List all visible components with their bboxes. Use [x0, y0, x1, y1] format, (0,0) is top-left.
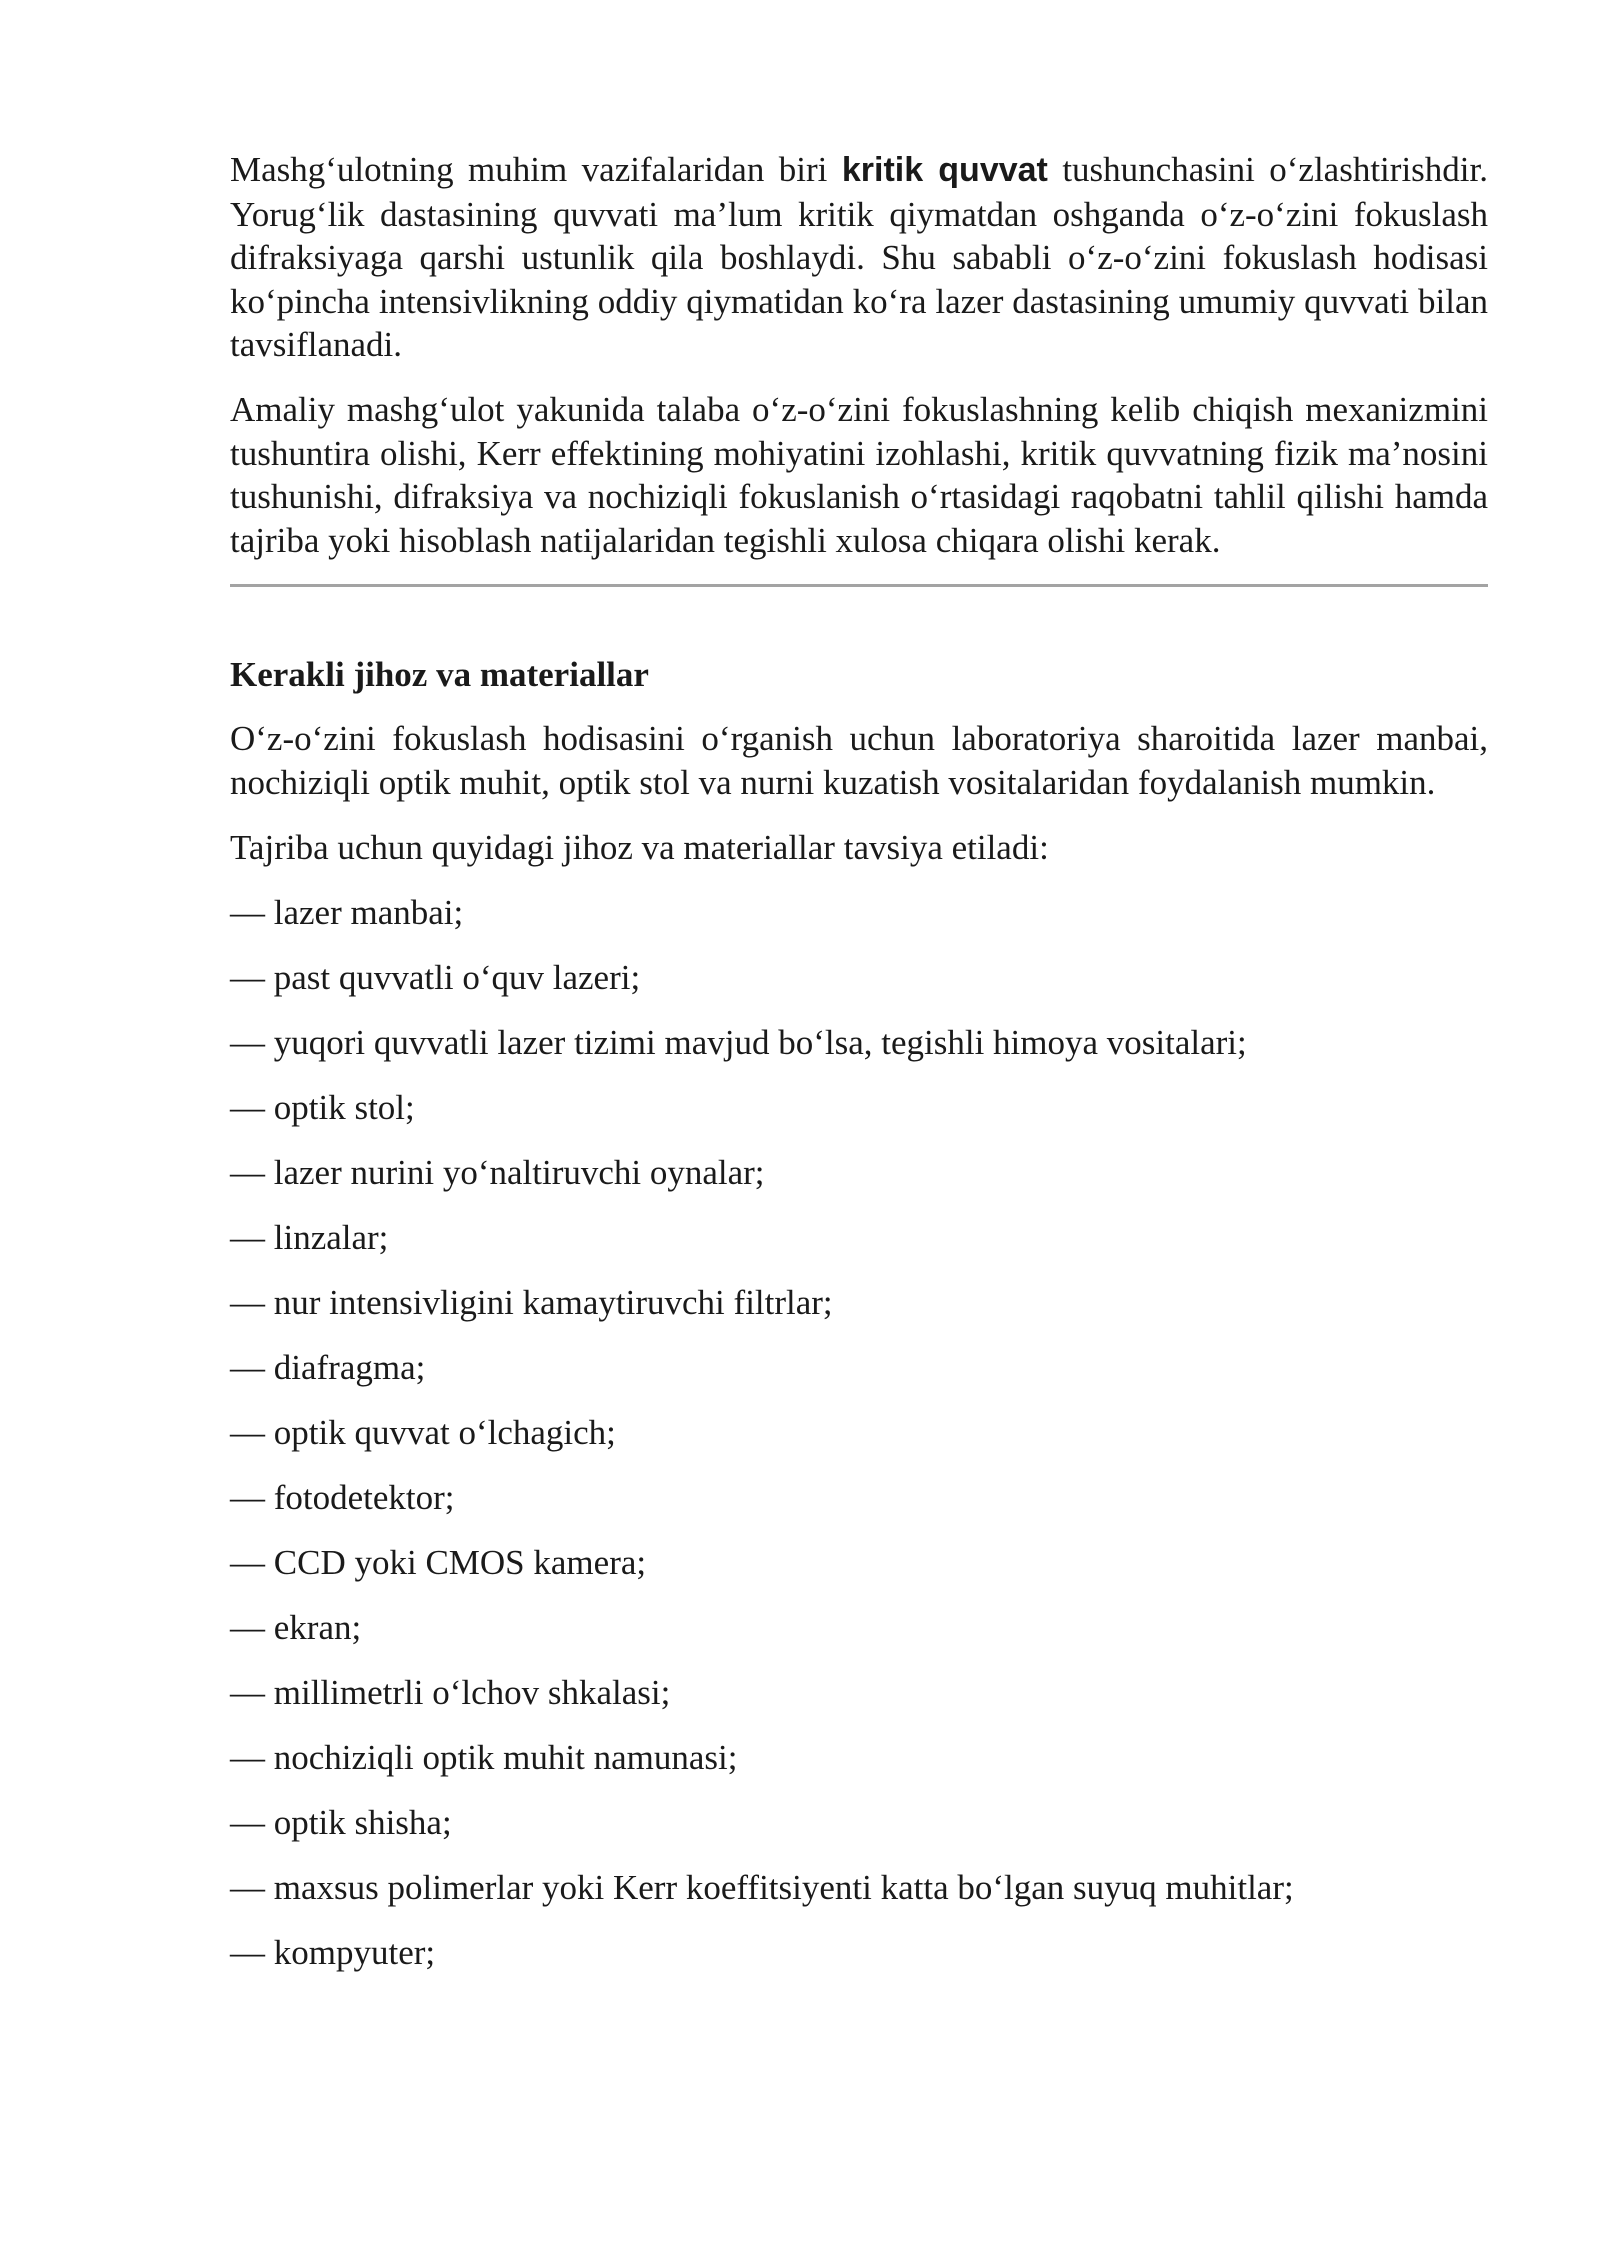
equipment-list-lead: Tajriba uchun quyidagi jihoz va materiallar tavsiya etiladi: — [230, 827, 1049, 867]
horizontal-divider — [230, 584, 1488, 587]
intro-paragraph-critical-power — [230, 148, 1488, 367]
list-item: — diafragma; — [230, 1348, 426, 1388]
list-item: — fotodetektor; — [230, 1478, 455, 1518]
list-item: — nur intensivligini kamaytiruvchi filtrlar; — [230, 1283, 833, 1323]
list-item: — optik shisha; — [230, 1803, 452, 1843]
list-item: — kompyuter; — [230, 1933, 436, 1973]
list-item: — CCD yoki CMOS kamera; — [230, 1543, 647, 1583]
list-item: — optik stol; — [230, 1088, 415, 1128]
list-item: — lazer manbai; — [230, 893, 464, 933]
equipment-intro-paragraph: O‘z-o‘zini fokuslash hodisasini o‘rganish uchun laboratoriya sharoitida lazer manbai, nochiziqli optik muhit, optik stol va nurni kuzatish vositalaridan foydalanish mumkin. — [230, 719, 1488, 802]
list-item: — maxsus polimerlar yoki Kerr koeffitsiyenti katta bo‘lgan suyuq muhitlar; — [230, 1868, 1294, 1908]
section-heading: Kerakli jihoz va materiallar — [230, 655, 649, 695]
list-item: — ekran; — [230, 1608, 362, 1648]
list-item: — yuqori quvvatli lazer tizimi mavjud bo‘lsa, tegishli himoya vositalari; — [230, 1023, 1247, 1063]
list-item: — linzalar; — [230, 1218, 389, 1258]
equipment-list — [230, 891, 1488, 1974]
document-page — [230, 148, 1488, 1996]
list-item: — millimetrli o‘lchov shkalasi; — [230, 1673, 671, 1713]
learning-outcomes-paragraph: Amaliy mashg‘ulot yakunida talaba o‘z-o‘zini fokuslashning kelib chiqish mexanizmini tushuntira olishi, Kerr effektining mohiyatini izohlashi, kritik quvvatning fizik ma’nosini tushunishi, difraksiya va nochiziqli fokuslanish o‘rtasidagi raqobatni tahlil qilishi hamda tajriba yoki hisoblash natijalaridan tegishli xulosa chiqara olishi kerak. — [230, 389, 1488, 560]
bold-term-critical-power: kritik quvvat — [841, 151, 1048, 189]
intro-paragraph-text-end: tushunchasini o‘zlashtirishdir. Yorug‘lik dastasining quvvati ma’lum kritik qiymatdan oshganda o‘z-o‘zini fokuslash difraksiyaga qarshi ustunlik qila boshlaydi. Shu sababli o‘z-o‘zini fokuslash hodisasi ko‘pincha intensivlikning oddiy qiymatidan ko‘ra lazer dastasining umumiy quvvati bilan tavsiflanadi. — [230, 150, 1488, 365]
intro-paragraph-text-start: Mashg‘ulotning muhim vazifalaridan biri — [230, 150, 842, 189]
section-body — [230, 717, 1488, 869]
list-item: — nochiziqli optik muhit namunasi; — [230, 1738, 738, 1778]
list-item: — lazer nurini yo‘naltiruvchi oynalar; — [230, 1153, 765, 1193]
list-item: — optik quvvat o‘lchagich; — [230, 1413, 616, 1453]
list-item: — past quvvatli o‘quv lazeri; — [230, 958, 641, 998]
